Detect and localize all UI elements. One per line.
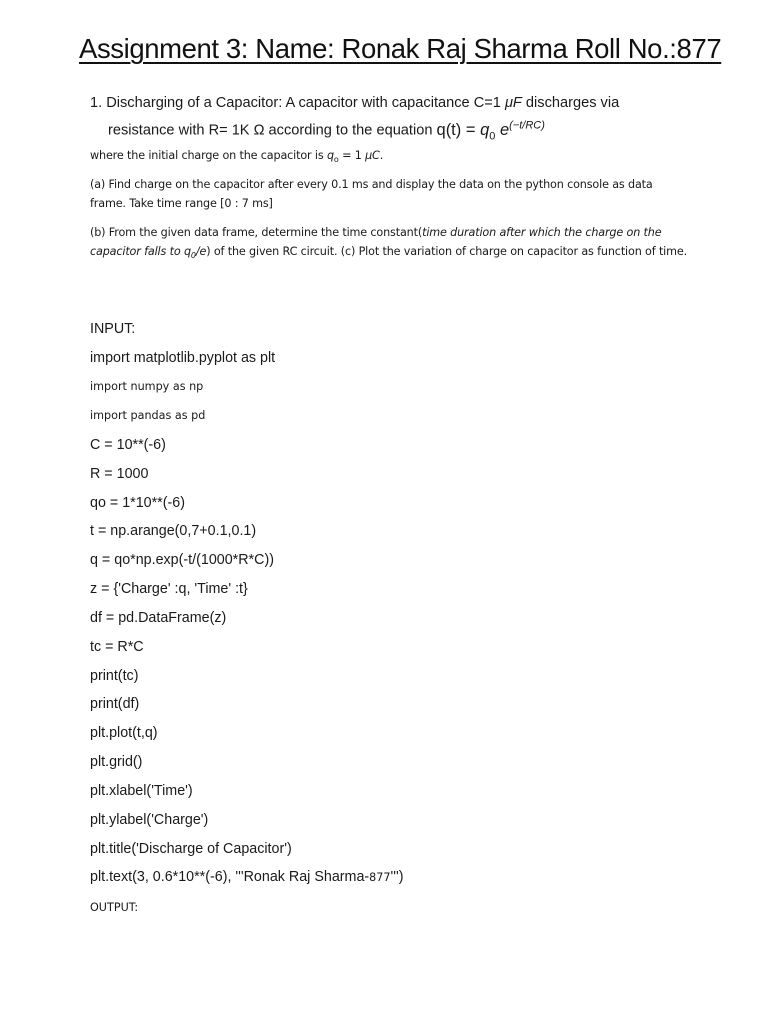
code-line: plt.xlabel('Time') <box>90 783 193 799</box>
part-b-text: (b) From the given data frame, determine the time constant(time duration after which the charge on the capacitor falls to $q_0/e$) of the given RC circuit. (c) Plot the variation of charge on capacitor as function of time. <box>90 226 688 261</box>
code-line: plt.title('Discharge of Capacitor') <box>90 841 292 857</box>
code-line: df = pd.DataFrame(z) <box>90 610 227 626</box>
question-line-2: resistance with R= 1K Ω according to the equation $q(t) = q_0$ $e^{(-t/RC)}$ <box>108 119 545 142</box>
initial-charge-text: where the initial charge on the capacitor is $q_o = 1$ μC. <box>90 149 384 165</box>
code-line: print(df) <box>90 696 140 712</box>
code-line: plt.ylabel('Charge') <box>90 812 209 828</box>
code-line: import pandas as pd <box>90 409 206 422</box>
output-label: OUTPUT: <box>90 901 139 914</box>
input-label: INPUT: <box>90 321 136 337</box>
equation: $q(t) = q_0$ $e^{(-t/RC)}$ <box>436 119 545 142</box>
code-line: tc = R*C <box>90 639 144 655</box>
code-line: R = 1000 <box>90 466 149 482</box>
code-line: plt.text(3, 0.6*10**(-6), '''Ronak Raj Sharma-877''') <box>90 869 404 885</box>
question-line-1: 1. Discharging of a Capacitor: A capacitor with capacitance C=1 μF discharges via <box>90 95 620 111</box>
code-line: plt.plot(t,q) <box>90 725 158 741</box>
question-1 <box>90 92 710 147</box>
page-title: Assignment 3: Name: Ronak Raj Sharma Roll No.:877 <box>79 33 722 64</box>
code-line: qo = 1*10**(-6) <box>90 495 185 511</box>
code-line: plt.grid() <box>90 754 143 770</box>
code-line: q = qo*np.exp(-t/(1000*R*C)) <box>90 552 274 568</box>
code-line: t = np.arange(0,7+0.1,0.1) <box>90 523 257 539</box>
code-line: import numpy as np <box>90 380 204 393</box>
code-line: import matplotlib.pyplot as plt <box>90 350 276 366</box>
code-line: print(tc) <box>90 668 139 684</box>
part-a-text: (a) Find charge on the capacitor after every 0.1 ms and display the data on the python console as data frame. Take time range [0 : 7 ms] <box>90 178 653 210</box>
code-line: C = 10**(-6) <box>90 437 166 453</box>
code-line: z = {'Charge' :q, 'Time' :t} <box>90 581 248 597</box>
